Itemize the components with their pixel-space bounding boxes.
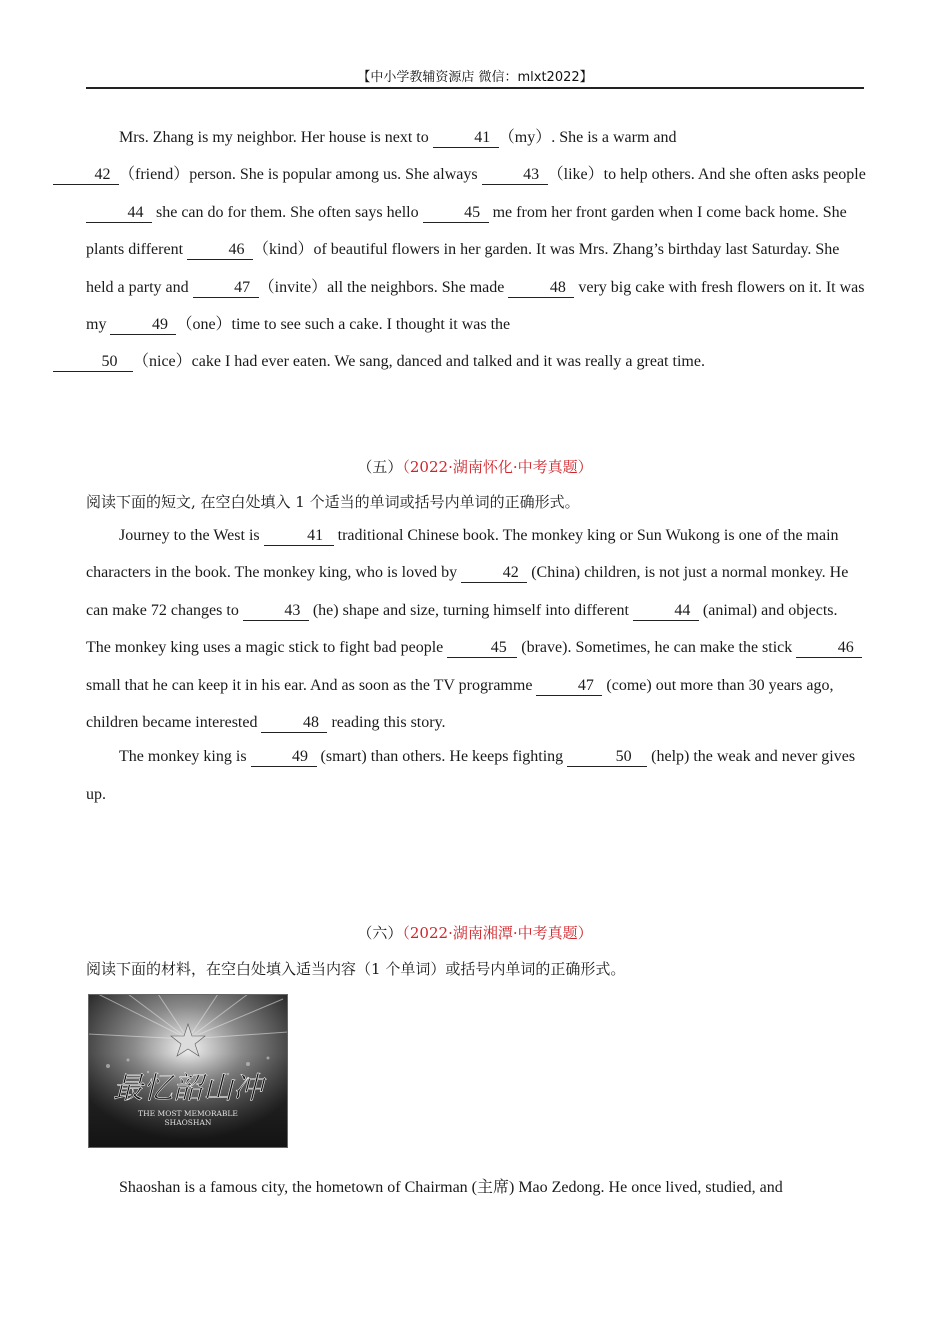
- blank-42[interactable]: 42: [461, 564, 527, 583]
- section5-source: （2022·湖南怀化·中考真题）: [402, 458, 593, 476]
- header-divider: [86, 87, 864, 89]
- text-run: Mrs. Zhang is my neighbor. Her house is next to: [119, 129, 433, 146]
- photo-caption-line1: THE MOST MEMORABLE: [138, 1109, 238, 1118]
- section6-paragraph-1: Shaoshan is a famous city, the hometown of Chairman (主席) Mao Zedong. He once lived, studied, and: [119, 1179, 783, 1196]
- blank-47[interactable]: 47: [536, 677, 602, 696]
- blank-48[interactable]: 48: [508, 279, 574, 298]
- blank-43[interactable]: 43: [482, 166, 548, 185]
- page-header: 【中小学教辅资源店 微信：mlxt2022】: [357, 70, 593, 85]
- blank-46[interactable]: 46: [187, 241, 253, 260]
- text-run: small that he can keep it in his ear. And as soon as the TV programme: [86, 676, 537, 694]
- shaoshan-photo: [88, 994, 288, 1148]
- section6-source: （2022·湖南湘潭·中考真题）: [402, 924, 593, 942]
- text-run: (smart) than others. He keeps fighting: [316, 748, 568, 766]
- text-run: （nice）cake I had ever eaten. We sang, danced and talked and it was really a great time.: [133, 353, 705, 371]
- blank-41[interactable]: 41: [264, 527, 334, 546]
- blank-49[interactable]: 49: [110, 316, 176, 335]
- text-run: (brave). Sometimes, he can make the stick: [517, 639, 797, 657]
- text-run: The monkey king is: [119, 748, 251, 766]
- section6-number: （六）: [357, 926, 403, 942]
- text-run: (China) children, is not just a normal monkey. He can make 72 changes to: [86, 564, 849, 619]
- text-run: (he) shape and size, turning himself into different: [308, 601, 633, 619]
- blank-46[interactable]: 46: [796, 639, 862, 658]
- blank-45[interactable]: 45: [423, 204, 489, 223]
- text-run: （like）to help others. And she often asks people: [547, 166, 866, 184]
- blank-41[interactable]: 41: [433, 129, 499, 148]
- section5-paragraph-1: [86, 517, 866, 741]
- section5-title: [86, 456, 864, 477]
- blank-45[interactable]: 45: [447, 639, 517, 658]
- text-run: me from her front garden when I come back home. She plants different: [86, 203, 847, 259]
- text-run: （one）time to see such a cake. I thought it was the: [176, 316, 511, 334]
- shaoshan-photo-graphic: [88, 994, 288, 1148]
- section5-instruction: 阅读下面的短文, 在空白处填入 1 个适当的单词或括号内单词的正确形式。: [86, 493, 580, 511]
- blank-47[interactable]: 47: [193, 279, 259, 298]
- text-run: （friend）person. She is popular among us. She always: [119, 166, 482, 184]
- section5-paragraph-2: [86, 738, 866, 813]
- text-run: (animal) and objects. The monkey king uses a magic stick to fight bad people: [86, 601, 838, 657]
- blank-44[interactable]: 44: [633, 602, 699, 621]
- blank-50[interactable]: 50: [53, 353, 133, 372]
- blank-48[interactable]: 48: [261, 714, 327, 733]
- section4-paragraph: [86, 119, 866, 381]
- text-run: （kind）of beautiful flowers in her garden. It was Mrs. Zhang’s birthday last Saturday. She held a party and: [86, 241, 840, 296]
- text-run: Journey to the West is: [119, 527, 264, 544]
- text-run: (come) out more than 30 years ago, children became interested: [86, 676, 834, 732]
- section5-number: （五）: [357, 460, 403, 476]
- blank-50[interactable]: 50: [567, 748, 647, 767]
- section6-instruction: 阅读下面的材料，在空白处填入适当内容（1 个单词）或括号内单词的正确形式。: [86, 960, 626, 978]
- section5-passage: [86, 517, 866, 813]
- blank-43[interactable]: 43: [243, 602, 309, 621]
- text-run: （invite）all the neighbors. She made: [258, 278, 509, 296]
- section4-passage: [86, 119, 866, 381]
- text-run: （my）. She is a warm and: [498, 129, 677, 146]
- blank-49[interactable]: 49: [251, 748, 317, 767]
- text-run: (help) the weak and never gives up.: [86, 748, 856, 803]
- text-run: traditional Chinese book. The monkey king or Sun Wukong is one of the main characters in the book. The monkey king, who is loved by: [86, 527, 839, 582]
- text-run: reading this story.: [327, 714, 446, 732]
- section6-passage: [86, 1169, 866, 1206]
- photo-caption-line2: SHAOSHAN: [164, 1118, 212, 1127]
- blank-42[interactable]: 42: [53, 166, 119, 185]
- text-run: very big cake with fresh flowers on it. It was my: [86, 278, 865, 334]
- section6-title: [86, 922, 864, 943]
- blank-44[interactable]: 44: [86, 204, 152, 223]
- photo-calligraphy: 最忆韶山冲: [113, 1071, 263, 1106]
- text-run: she can do for them. She often says hello: [152, 203, 423, 221]
